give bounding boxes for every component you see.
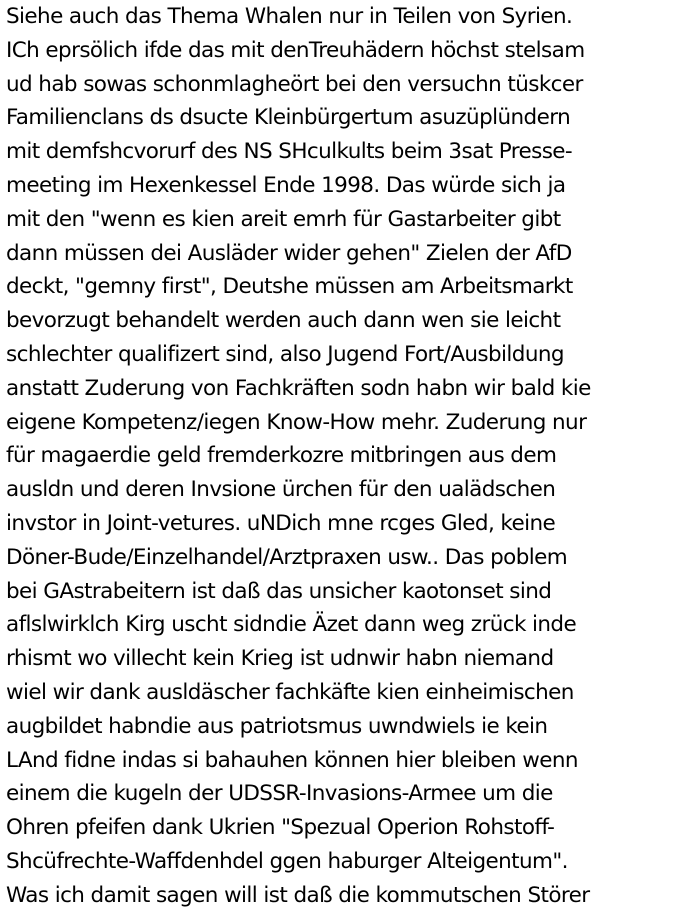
text-line: für magaerdie geld fremderkozre mitbringen aus dem bbox=[6, 443, 557, 469]
text-line: ausldn und deren Invsione ürchen für den ualädschen bbox=[6, 477, 556, 503]
text-line: augbildet habndie aus patriotsmus uwndwiels ie kein bbox=[6, 713, 548, 739]
text-line: mit demfshcvorurf des NS SHculkults beim 3sat Presse- bbox=[6, 139, 573, 165]
text-line: Siehe auch das Thema Whalen nur in Teilen von Syrien. bbox=[6, 4, 573, 29]
text-line: anstatt Zuderung von Fachkräften sodn habn wir bald kie bbox=[6, 375, 591, 401]
text-line: schlechter qualifizert sind, also Jugend Fort/Ausbildung bbox=[6, 341, 564, 367]
text-line: rhismt wo villecht kein Krieg ist udnwir habn niemand bbox=[6, 646, 554, 672]
text-line: bei GAstrabeitern ist daß das unsicher kaotonset sind bbox=[6, 578, 552, 604]
text-line: bevorzugt behandelt werden auch dann wen sie leicht bbox=[6, 308, 561, 334]
text-line: LAnd fidne indas si bahauhen können hier bleiben wenn bbox=[6, 747, 578, 773]
text-line: Familienclans ds dsucte Kleinbürgertum asuzüplündern bbox=[6, 105, 571, 131]
text-line: aflslwirklch Kirg uscht sidndie Äzet dann weg zrück inde bbox=[6, 612, 577, 638]
text-line: invstor in Joint-vetures. uNDich mne rcges Gled, keine bbox=[6, 510, 556, 536]
text-line: eigene Kompetenz/iegen Know-How mehr. Zuderung nur bbox=[6, 409, 587, 435]
text-line: meeting im Hexenkessel Ende 1998. Das würde sich ja bbox=[6, 172, 566, 198]
document-text-block bbox=[6, 0, 682, 920]
text-line: ICh eprsölich ifde das mit denTreuhädern höchst stelsam bbox=[6, 37, 585, 63]
text-line: Ohren pfeifen dank Ukrien "Spezual Operion Rohstoff- bbox=[6, 815, 555, 841]
text-line: deckt, "gemny first", Deutshe müssen am Arbeitsmarkt bbox=[6, 274, 573, 300]
text-line: einem die kugeln der UDSSR-Invasions-Armee um die bbox=[6, 781, 553, 807]
text-line: Shcüfrechte-Waffdenhdel ggen haburger Alteigentum". bbox=[6, 848, 568, 874]
text-line: wiel wir dank ausldäscher fachkäfte kien einheimischen bbox=[6, 679, 574, 705]
text-line: Was ich damit sagen will ist daß die kommutschen Störer bbox=[6, 882, 590, 908]
text-line: ud hab sowas schonmlagheört bei den versuchn tüskcer bbox=[6, 71, 583, 97]
text-line: mit den "wenn es kien areit emrh für Gastarbeiter gibt bbox=[6, 206, 561, 232]
text-line: Döner-Bude/Einzelhandel/Arztpraxen usw.. Das poblem bbox=[6, 544, 568, 570]
text-line: dann müssen dei Ausläder wider gehen" Zielen der AfD bbox=[6, 240, 572, 266]
